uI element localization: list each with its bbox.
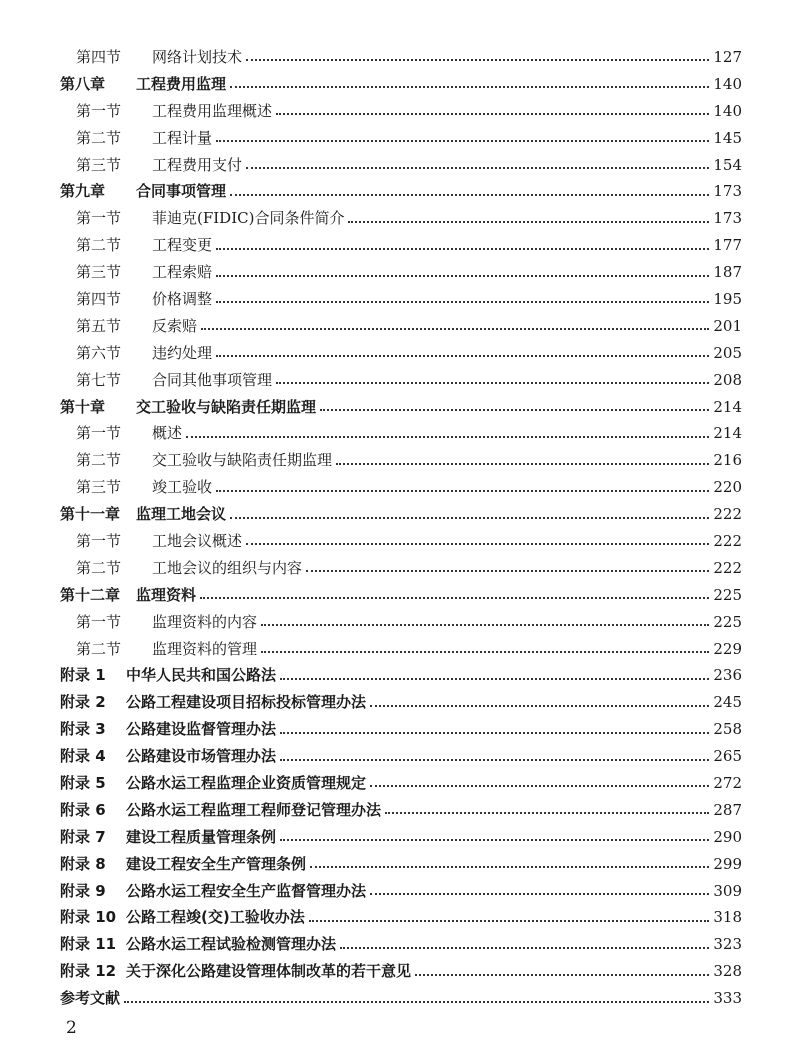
- toc-entry-number: 附录 12: [60, 962, 117, 981]
- toc-entry-number: 第一节: [76, 424, 122, 443]
- toc-entry-number: 附录 2: [60, 693, 106, 712]
- dot-leader: [309, 920, 710, 922]
- toc-entry-page: 225: [713, 612, 742, 631]
- toc-appendix-entry[interactable]: [60, 662, 742, 689]
- toc-entry-number: 第一节: [76, 209, 122, 228]
- toc-section-entry[interactable]: [60, 636, 742, 663]
- toc-appendix-entry[interactable]: [60, 770, 742, 797]
- dot-leader: [186, 436, 709, 438]
- dot-leader: [216, 140, 709, 142]
- toc-entry-title: 公路工程建设项目招标投标管理办法: [126, 693, 367, 712]
- toc-entry-number: 附录 9: [60, 881, 106, 900]
- toc-entry-title: 关于深化公路建设管理体制改革的若干意见: [126, 962, 412, 981]
- toc-entry-page: 127: [713, 47, 742, 66]
- toc-appendix-entry[interactable]: [60, 905, 742, 932]
- toc-section-entry[interactable]: [60, 528, 742, 555]
- dot-leader: [280, 759, 709, 761]
- toc-entry-title: 监理工地会议: [136, 505, 227, 524]
- toc-entry-page: 287: [713, 800, 742, 819]
- dot-leader: [336, 463, 709, 465]
- toc-chapter-entry[interactable]: [60, 178, 742, 205]
- toc-appendix-entry[interactable]: [60, 931, 742, 958]
- toc-entry-number: 附录 3: [60, 720, 106, 739]
- toc-entry-page: 140: [713, 74, 742, 93]
- toc-entry-page: 328: [713, 962, 742, 981]
- dot-leader: [415, 974, 709, 976]
- dot-leader: [200, 597, 709, 599]
- toc-entry-page: 309: [713, 881, 742, 900]
- toc-entry-title: 工程费用监理: [136, 74, 227, 93]
- table-of-contents: [60, 44, 742, 1012]
- toc-entry-number: 附录 4: [60, 747, 106, 766]
- toc-entry-number: 第六节: [76, 343, 122, 362]
- toc-section-entry[interactable]: [60, 286, 742, 313]
- toc-section-entry[interactable]: [60, 420, 742, 447]
- toc-entry-title: 竣工验收: [152, 478, 213, 497]
- toc-entry-title: 菲迪克(FIDIC)合同条件简介: [152, 209, 345, 228]
- toc-entry-page: 265: [713, 747, 742, 766]
- toc-entry-page: 214: [713, 397, 742, 416]
- toc-appendix-entry[interactable]: [60, 851, 742, 878]
- toc-entry-title: 合同事项管理: [136, 182, 227, 201]
- toc-entry-page: 140: [713, 101, 742, 120]
- toc-section-entry[interactable]: [60, 340, 742, 367]
- dot-leader: [370, 893, 709, 895]
- toc-appendix-entry[interactable]: [60, 797, 742, 824]
- toc-entry-page: 173: [713, 182, 742, 201]
- toc-entry-number: 第四节: [76, 289, 122, 308]
- toc-entry-number: 第九章: [60, 182, 106, 201]
- toc-entry-title: 公路建设监督管理办法: [126, 720, 277, 739]
- toc-entry-number: 第八章: [60, 74, 106, 93]
- dot-leader: [385, 812, 709, 814]
- toc-entry-page: 205: [713, 343, 742, 362]
- dot-leader: [348, 221, 709, 223]
- toc-entry-title: 工程费用支付: [152, 155, 243, 174]
- toc-entry-title: 工地会议概述: [152, 531, 243, 550]
- toc-section-entry[interactable]: [60, 125, 742, 152]
- toc-section-entry[interactable]: [60, 367, 742, 394]
- toc-entry-page: 318: [713, 908, 742, 927]
- toc-entry-number: 第二节: [76, 639, 122, 658]
- dot-leader: [310, 866, 709, 868]
- toc-entry-page: 222: [713, 558, 742, 577]
- dot-leader: [230, 194, 709, 196]
- dot-leader: [280, 839, 709, 841]
- dot-leader: [230, 86, 709, 88]
- toc-entry-number: 第一节: [76, 101, 122, 120]
- dot-leader: [216, 301, 709, 303]
- dot-leader: [261, 651, 709, 653]
- toc-entry-title: 监理资料的管理: [152, 639, 258, 658]
- toc-entry-number: 附录 5: [60, 773, 106, 792]
- toc-entry-number: 第二节: [76, 236, 122, 255]
- dot-leader: [124, 1001, 709, 1003]
- toc-entry-number: 第十章: [60, 397, 106, 416]
- toc-entry-title: 建设工程质量管理条例: [126, 827, 277, 846]
- toc-entry-title: 反索赔: [152, 316, 198, 335]
- toc-entry-page: 220: [713, 478, 742, 497]
- toc-entry-number: 第七节: [76, 370, 122, 389]
- toc-entry-page: 323: [713, 935, 742, 954]
- toc-entry-page: 333: [713, 989, 742, 1008]
- toc-entry-title: 公路水运工程监理工程师登记管理办法: [126, 800, 382, 819]
- toc-entry-title: 合同其他事项管理: [152, 370, 273, 389]
- toc-entry-number: 第一节: [76, 612, 122, 631]
- toc-entry-page: 222: [713, 531, 742, 550]
- toc-appendix-entry[interactable]: [60, 716, 742, 743]
- toc-appendix-entry[interactable]: [60, 689, 742, 716]
- dot-leader: [340, 947, 709, 949]
- dot-leader: [246, 543, 709, 545]
- toc-entry-page: 245: [713, 693, 742, 712]
- toc-entry-number: 附录 1: [60, 666, 106, 685]
- toc-entry-title: 公路工程竣(交)工验收办法: [126, 908, 305, 927]
- toc-entry-page: 187: [713, 263, 742, 282]
- toc-section-entry[interactable]: [60, 474, 742, 501]
- toc-entry-number: 第二节: [76, 451, 122, 470]
- dot-leader: [230, 517, 709, 519]
- toc-appendix-entry[interactable]: [60, 958, 742, 985]
- toc-entry-title: 监理资料的内容: [152, 612, 258, 631]
- toc-entry-number: 附录 6: [60, 800, 106, 819]
- toc-section-entry[interactable]: [60, 232, 742, 259]
- dot-leader: [246, 59, 709, 61]
- toc-section-entry[interactable]: [60, 98, 742, 125]
- toc-entry-page: 214: [713, 424, 742, 443]
- toc-entry-page: 299: [713, 854, 742, 873]
- toc-entry-page: 208: [713, 370, 742, 389]
- toc-section-entry[interactable]: [60, 205, 742, 232]
- toc-entry-title: 交工验收与缺陷责任期监理: [136, 397, 317, 416]
- toc-entry-title: 公路水运工程安全生产监督管理办法: [126, 881, 367, 900]
- toc-entry-number: 附录 7: [60, 827, 106, 846]
- toc-entry-page: 222: [713, 505, 742, 524]
- toc-section-entry[interactable]: [60, 44, 742, 71]
- toc-entry-page: 201: [713, 316, 742, 335]
- dot-leader: [216, 490, 709, 492]
- toc-entry-number: 第二节: [76, 558, 122, 577]
- toc-entry-page: 195: [713, 289, 742, 308]
- toc-entry-page: 290: [713, 827, 742, 846]
- toc-entry-page: 154: [713, 155, 742, 174]
- dot-leader: [276, 382, 709, 384]
- toc-entry-page: 229: [713, 639, 742, 658]
- dot-leader: [246, 167, 709, 169]
- toc-appendix-entry[interactable]: [60, 824, 742, 851]
- toc-section-entry[interactable]: [60, 555, 742, 582]
- toc-appendix-entry[interactable]: [60, 985, 742, 1012]
- toc-entry-title: 公路建设市场管理办法: [126, 747, 277, 766]
- toc-entry-title: 中华人民共和国公路法: [126, 666, 277, 685]
- toc-chapter-entry[interactable]: [60, 71, 742, 98]
- toc-entry-title: 公路水运工程试验检测管理办法: [126, 935, 337, 954]
- toc-entry-number: 第三节: [76, 155, 122, 174]
- toc-entry-title: 公路水运工程监理企业资质管理规定: [126, 773, 367, 792]
- toc-section-entry[interactable]: [60, 152, 742, 179]
- toc-entry-title: 参考文献: [60, 989, 121, 1008]
- toc-section-entry[interactable]: [60, 313, 742, 340]
- toc-entry-page: 272: [713, 773, 742, 792]
- dot-leader: [370, 705, 709, 707]
- toc-entry-title: 监理资料: [136, 585, 197, 604]
- toc-section-entry[interactable]: [60, 447, 742, 474]
- dot-leader: [216, 248, 709, 250]
- toc-appendix-entry[interactable]: [60, 743, 742, 770]
- toc-entry-page: 225: [713, 585, 742, 604]
- toc-chapter-entry[interactable]: [60, 394, 742, 421]
- dot-leader: [280, 678, 709, 680]
- toc-entry-page: 173: [713, 209, 742, 228]
- toc-entry-number: 第三节: [76, 263, 122, 282]
- toc-entry-number: 第十一章: [60, 505, 121, 524]
- toc-entry-page: 177: [713, 236, 742, 255]
- dot-leader: [216, 275, 709, 277]
- page-number: 2: [66, 1018, 77, 1038]
- toc-entry-page: 258: [713, 720, 742, 739]
- dot-leader: [276, 113, 709, 115]
- toc-entry-number: 附录 11: [60, 935, 117, 954]
- toc-entry-number: 第五节: [76, 316, 122, 335]
- toc-entry-title: 价格调整: [152, 289, 213, 308]
- dot-leader: [201, 328, 709, 330]
- toc-entry-title: 工程计量: [152, 128, 213, 147]
- toc-entry-number: 第一节: [76, 531, 122, 550]
- toc-appendix-entry[interactable]: [60, 878, 742, 905]
- toc-entry-title: 建设工程安全生产管理条例: [126, 854, 307, 873]
- toc-entry-title: 工程费用监理概述: [152, 101, 273, 120]
- dot-leader: [216, 355, 709, 357]
- toc-entry-title: 工程变更: [152, 236, 213, 255]
- toc-entry-title: 交工验收与缺陷责任期监理: [152, 451, 333, 470]
- toc-entry-number: 附录 8: [60, 854, 106, 873]
- toc-entry-title: 概述: [152, 424, 183, 443]
- toc-entry-number: 第十二章: [60, 585, 121, 604]
- toc-entry-title: 违约处理: [152, 343, 213, 362]
- dot-leader: [370, 785, 709, 787]
- toc-entry-page: 145: [713, 128, 742, 147]
- dot-leader: [306, 570, 709, 572]
- toc-entry-title: 工程索赔: [152, 263, 213, 282]
- dot-leader: [320, 409, 709, 411]
- toc-entry-number: 第三节: [76, 478, 122, 497]
- toc-section-entry[interactable]: [60, 259, 742, 286]
- toc-entry-title: 工地会议的组织与内容: [152, 558, 303, 577]
- dot-leader: [280, 732, 709, 734]
- toc-chapter-entry[interactable]: [60, 582, 742, 609]
- toc-entry-number: 第二节: [76, 128, 122, 147]
- dot-leader: [261, 624, 709, 626]
- toc-entry-page: 236: [713, 666, 742, 685]
- toc-entry-title: 网络计划技术: [152, 47, 243, 66]
- toc-entry-number: 第四节: [76, 47, 122, 66]
- toc-chapter-entry[interactable]: [60, 501, 742, 528]
- toc-section-entry[interactable]: [60, 609, 742, 636]
- toc-entry-page: 216: [713, 451, 742, 470]
- toc-entry-number: 附录 10: [60, 908, 117, 927]
